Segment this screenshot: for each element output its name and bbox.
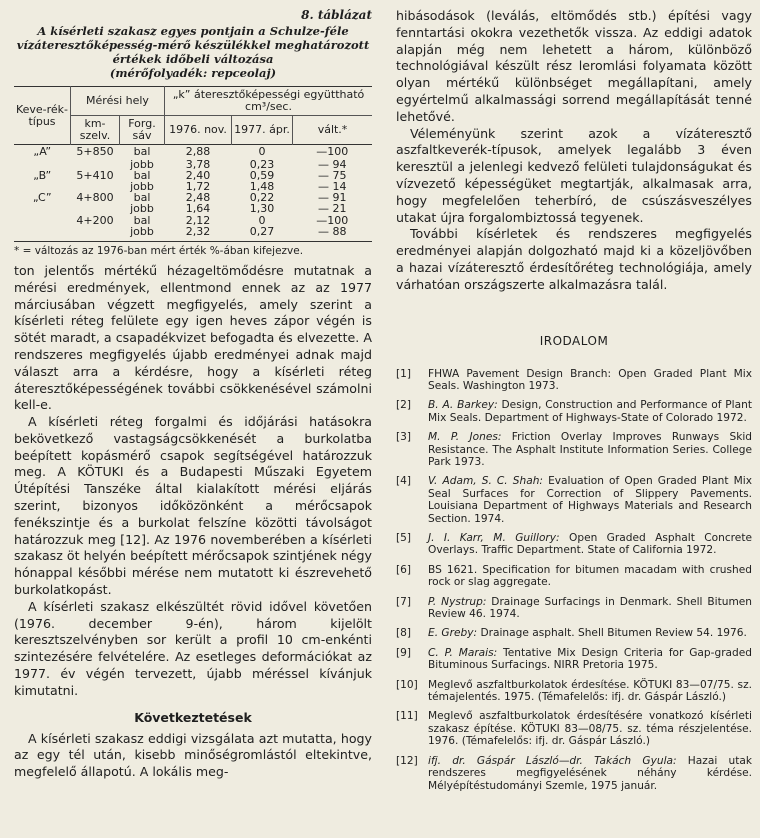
ref-author: P. Nystrup: — [428, 595, 487, 608]
reference-item — [396, 532, 752, 557]
cell-1976: 2,48 — [185, 191, 211, 205]
cell-1976: 2,32 — [185, 224, 211, 238]
header-km: km-szelv. — [71, 116, 120, 145]
cell-change: — 75 — [318, 168, 347, 182]
cell-km: 4+200 — [76, 213, 114, 227]
ref-text: Open Graded Asphalt Concrete Overlays. Traffic Department. State of California 1972. — [428, 532, 752, 557]
cell-km: 5+850 — [76, 145, 114, 159]
ref-author: B. A. Barkey: — [428, 399, 498, 412]
caption-line: A kísérleti szakasz egyes pontjain a Schulze-féle — [37, 24, 349, 38]
cell-lane: bal — [133, 145, 151, 159]
ref-author: V. Adam, S. C. Shah: — [428, 475, 543, 488]
cell-1977: 0,23 — [249, 157, 275, 171]
cell-mix — [14, 226, 71, 237]
ref-text: Design, Construction and Performance of Plant Mix Seals. Department of Highways-State of Colorado 1972. — [428, 399, 752, 424]
cell-1976: 1,72 — [185, 179, 211, 193]
left-column — [14, 0, 372, 781]
cell-1977: 0,22 — [249, 191, 275, 205]
cell-mix: „B” — [33, 168, 52, 182]
cell-mix: „A” — [33, 145, 52, 159]
ref-text: Hazai utak rendszeres megfigyelésének néhány kérdése. Mélyépítéstudományi Szemle, 1975 január. — [428, 754, 752, 792]
cell-change: — 94 — [318, 157, 347, 171]
cell-change: —100 — [316, 213, 349, 227]
cell-mix — [14, 215, 71, 226]
cell-change: —100 — [316, 145, 349, 159]
header-1976: 1976. nov. — [165, 116, 232, 145]
ref-text: Friction Overlay Improves Runways Skid Resistance. The Asphalt Institute Information Series. College Park 1973. — [428, 431, 753, 468]
ref-number: [1] — [396, 367, 412, 380]
cell-1976: 2,12 — [185, 213, 211, 227]
ref-author: M. P. Jones: — [428, 431, 502, 444]
cell-lane: jobb — [130, 202, 154, 216]
reference-item — [396, 596, 752, 621]
cell-lane: bal — [133, 213, 151, 227]
body-text-left — [14, 263, 372, 781]
ref-text: Drainage asphalt. Shell Bitumen Review 54. 1976. — [477, 627, 747, 640]
reference-item — [396, 755, 752, 792]
ref-text: BS 1621. Specification for bitumen macadam with crushed rock or slag aggregate. — [428, 563, 752, 589]
ref-number: [9] — [396, 646, 412, 659]
section-title: Következtetések — [134, 709, 252, 725]
cell-km: 4+800 — [76, 191, 114, 205]
table-row — [14, 145, 372, 159]
ref-number: [4] — [396, 475, 412, 488]
cell-1976: 2,88 — [185, 145, 211, 159]
cell-1976: 1,64 — [185, 202, 211, 216]
ref-author: J. I. Karr, M. Guillory: — [428, 532, 560, 545]
references-title: IRODALOM — [539, 333, 609, 348]
cell-km: 5+410 — [76, 168, 114, 182]
cell-1977: 0,59 — [249, 168, 275, 182]
cell-change: — 14 — [318, 179, 347, 193]
cell-1977: 0 — [258, 213, 266, 227]
ref-number: [2] — [396, 399, 412, 412]
caption-line: vízáteresztőképesség-mérő készülékkel meghatározott — [16, 38, 370, 52]
reference-item — [396, 710, 752, 747]
paragraph: A kísérleti szakasz eddigi vizsgálata azt mutatta, hogy az egy tél után, kisebb minőségromlástól eltekintve, megfelelő állapotú. A lokális meg- — [14, 730, 372, 780]
paragraph: A kísérleti szakasz elkészültét rövid idővel követően (1976. december 9-én), három kijelölt keresztszelvényben sor került a profil 10 cm-enkénti szintezésére felvételére. Az esetleges deformációkat az 1977. év végén tervezett, újabb méréssel kívánjuk kimutatni. — [14, 598, 372, 698]
ref-number: [7] — [396, 595, 412, 608]
paragraph: ton jelentős mértékű hézageltömődésre mutatnak a mérési eredmények, ellentmond ennek az az 1977 márciusában végzett megfigyelés, amely szerint a kísérleti réteg felülete egy igen heves zápor végén is sötét maradt, a csapadékvizet befogadta és elvezette. A rendszeres megfigyelés újabb eredményei adnak majd választ arra a kérdésre, hogy a kísérleti réteg áteresztőképességének további csökkenésével számolni kell-e. — [14, 262, 372, 413]
caption-line: (mérőfolyadék: repceolaj) — [109, 66, 277, 80]
header-coefficient: „k” áteresztőképességi együttható cm³/sec. — [165, 87, 373, 116]
ref-number: [6] — [396, 563, 412, 576]
ref-text: Meglevő aszfaltburkolatok érdesítése. KÖTUKI 83—07/75. sz. témajelentés. 1975. (Témafelelős: ifj. dr. Gáspár László.) — [428, 678, 752, 704]
ref-author: C. P. Marais: — [428, 646, 498, 659]
cell-1976: 2,40 — [185, 168, 211, 182]
reference-item — [396, 564, 752, 589]
cell-lane: jobb — [130, 179, 154, 193]
reference-item — [396, 647, 752, 672]
cell-1976: 3,78 — [185, 157, 211, 171]
header-1977: 1977. ápr. — [232, 116, 293, 145]
ref-number: [3] — [396, 431, 412, 444]
reference-item — [396, 399, 752, 424]
header-lane: Forg. sáv — [120, 116, 165, 145]
cell-mix: „C” — [32, 191, 52, 205]
header-change: vált.* — [293, 116, 373, 145]
table-number: 8. táblázat — [301, 8, 372, 22]
cell-1977: 1,30 — [249, 202, 275, 216]
paragraph: hibásodások (leválás, eltömődés stb.) építési vagy fenntartási okokra vezethetők vissza. Az eddigi adatok alapján még nem lehetett a három, különböző technológiával készült rész leromlási folyamata között olyan mértékű különbséget megállapítani, amely egyértelmű alkalmassági sorrend megállapítását tenné lehetővé. — [396, 8, 752, 124]
reference-item — [396, 431, 752, 468]
ref-author: ifj. dr. Gáspár László—dr. Takách Gyula: — [428, 754, 677, 767]
cell-lane: bal — [133, 168, 151, 182]
cell-lane: bal — [133, 191, 151, 205]
ref-text: FHWA Pavement Design Branch: Open Graded Plant Mix Seals. Washington 1973. — [428, 367, 752, 392]
paragraph: További kísérletek és rendszeres megfigyelés eredményei alapján dolgozható majd ki a közeljövőben a hazai vízáteresztő érdesítőréteg technológiája, amely várhatóan országszerte alkalmazásra talál. — [396, 226, 752, 292]
ref-author: E. Greby: — [428, 627, 478, 640]
ref-text: Drainage Surfacings in Denmark. Shell Bitumen Review 46. 1974. — [428, 595, 752, 621]
permeability-table — [14, 86, 372, 237]
ref-text: Meglevő aszfaltburkolatok érdesítésére vonatkozó kísérleti szakasz építése. KÖTUKI 83—08/75. sz. téma részjelentése. 1976. (Témafelelős: ifj. dr. Gáspár László.) — [428, 710, 752, 748]
ref-number: [11] — [396, 710, 418, 723]
right-column — [396, 0, 752, 799]
ref-number: [10] — [396, 678, 418, 691]
references-list — [396, 368, 752, 792]
cell-lane: jobb — [130, 224, 154, 238]
cell-1977: 0,27 — [249, 224, 275, 238]
cell-change: — 91 — [318, 191, 347, 205]
reference-item — [396, 368, 752, 393]
reference-item — [396, 627, 752, 639]
ref-number: [12] — [396, 754, 418, 767]
ref-number: [5] — [396, 532, 412, 545]
cell-km — [71, 226, 120, 237]
cell-1977: 0 — [258, 145, 266, 159]
paragraph: Véleményünk szerint azok a vízáteresztő aszfaltkeverék-típusok, amelyek legalább 3 éven keresztül a jelenlegi kedvező felületi tulajdonságukat és vízvezető képességüket megtartják, alkalmasak arra, hogy megfelelően teherbíró, de csúszásveszélyes utakat újra forgalombiztossá tegyenek. — [396, 125, 752, 225]
cell-change: — 21 — [318, 202, 347, 216]
caption-line: értékek időbeli változása — [112, 52, 274, 66]
table-caption — [14, 24, 372, 80]
cell-lane: jobb — [130, 157, 154, 171]
table-footnote: * = változás az 1976-ban mért érték %-ában kifejezve. — [14, 241, 372, 257]
ref-text: Evaluation of Open Graded Plant Mix Seal Surfaces for Correction of Slippery Pavements. Louisiana Department of Highways Materials and Research Section. 1974. — [428, 475, 752, 525]
reference-item — [396, 475, 752, 525]
paragraph: A kísérleti réteg forgalmi és időjárási hatásokra bekövetkező vastagságcsökkenését a burkolatba beépített kopásmérő csapok segítségével határozzuk meg. A KÖTUKI és a Budapesti Műszaki Egyetem Útépítési Tanszéke által kialakított mérési eljárás szerint, bizonyos időközönként a mérőcsapok fenékszintje és a burkolat felszíne közötti távolságot határozzuk meg [12]. Az 1976 novemberében a kísérleti szakasz öt helyén beépített mérőcsapok szintjének négy hónappal későbbi mérése nem mutatott ki észrevehető burkolatkopást. — [14, 414, 372, 598]
reference-item — [396, 679, 752, 704]
header-measurement-place: Mérési hely — [71, 87, 165, 116]
cell-km — [71, 203, 120, 214]
header-mix-type: Keve-rék-típus — [15, 102, 69, 128]
cell-mix — [14, 203, 71, 214]
table-row — [14, 226, 372, 237]
cell-1977: 1,48 — [249, 179, 275, 193]
body-text-right — [396, 8, 752, 294]
ref-number: [8] — [396, 627, 412, 640]
table-row — [14, 203, 372, 214]
cell-change: — 88 — [318, 224, 347, 238]
ref-text: Tentative Mix Design Criteria for Gap-graded Bituminous Surfacings. NIRR Pretoria 1975. — [428, 646, 753, 672]
